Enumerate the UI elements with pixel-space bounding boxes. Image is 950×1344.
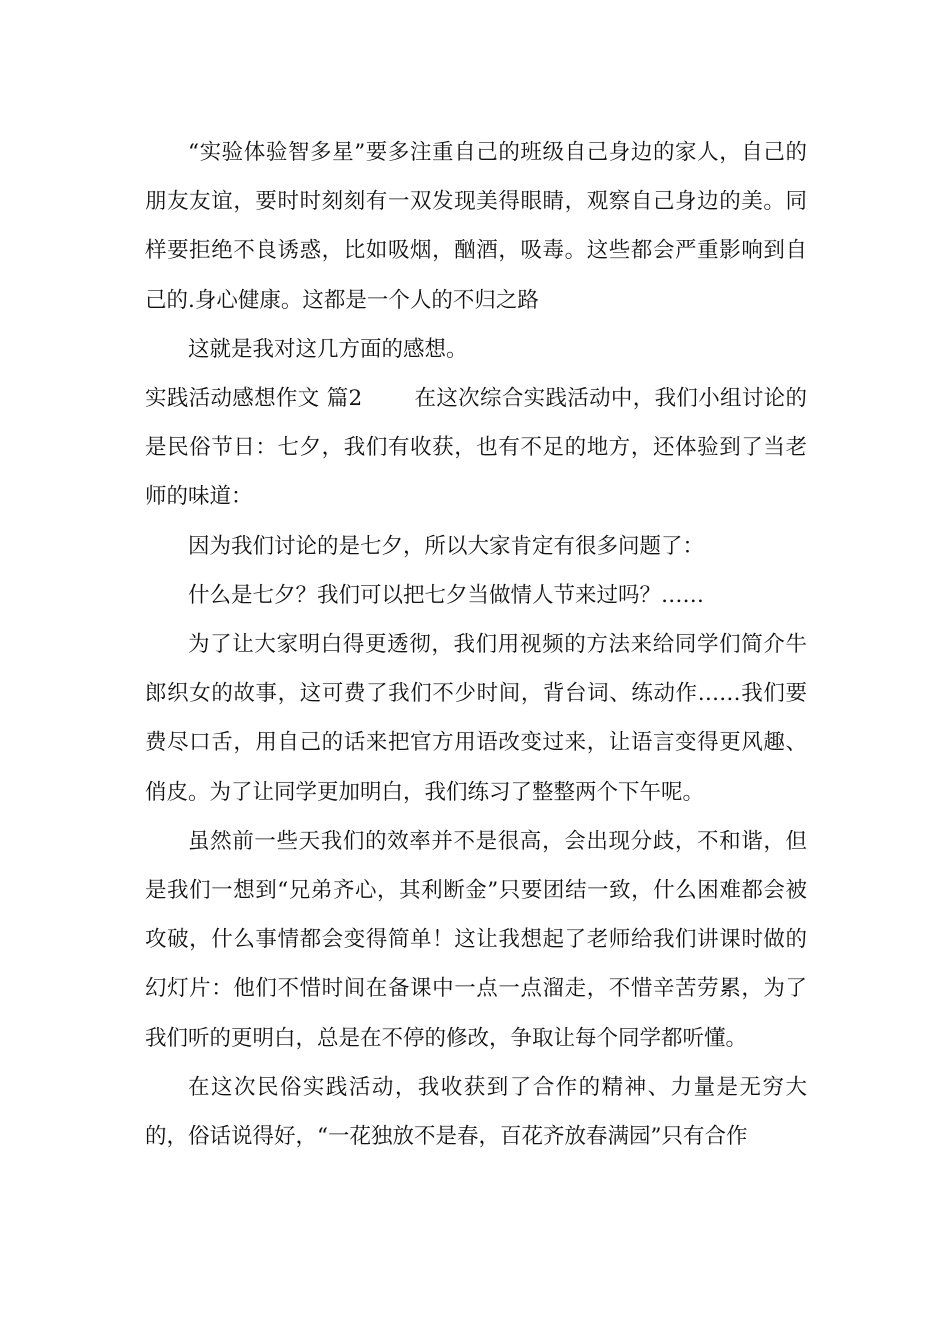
paragraph-6: 虽然前一些天我们的效率并不是很高，会出现分歧，不和谐，但是我们一想到“兄弟齐心，其利断金”只要团结一致，什么困难都会被攻破，什么事情都会变得简单！这让我想起了老师给我们讲课时做的幻灯片：他们不惜时间在备课中一点一点溜走，不惜辛苦劳累，为了我们听的更明白，总是在不停的修改，争取让每个同学都听懂。 (145, 828, 807, 1051)
paragraph-2: 这就是我对这几方面的感想。 (188, 336, 468, 362)
section-heading: 实践活动感想作文 篇2 (145, 386, 363, 412)
paragraph-7: 在这次民俗实践活动，我收获到了合作的精神、力量是无穷大的，俗话说得好，“一花独放不是春，百花齐放春满园”只有合作 (145, 1074, 807, 1150)
section-paragraph (145, 374, 807, 522)
paragraph-3: 因为我们讨论的是七夕，所以大家肯定有很多问题了： (188, 533, 705, 559)
document-body (145, 128, 807, 1161)
paragraph-1: “实验体验智多星”要多注重自己的班级自己身边的家人，自己的朋友友谊，要时时刻刻有一双发现美得眼睛，观察自己身边的美。同样要拒绝不良诱惑，比如吸烟，酗酒，吸毒。这些都会严重影响到自己的.身心健康。这都是一个人的不归之路 (145, 140, 807, 313)
paragraph-4: 什么是七夕？我们可以把七夕当做情人节来过吗？…… (188, 582, 705, 608)
section-first-paragraph: 在这次综合实践活动中，我们小组讨论的是民俗节日：七夕，我们有收获，也有不足的地方，还体验到了当老师的味道： (145, 386, 807, 510)
paragraph-5: 为了让大家明白得更透彻，我们用视频的方法来给同学们简介牛郎织女的故事，这可费了我们不少时间，背台词、练动作……我们要费尽口舌，用自己的话来把官方用语改变过来，让语言变得更风趣、俏皮。为了让同学更加明白，我们练习了整整两个下午呢。 (145, 632, 807, 805)
